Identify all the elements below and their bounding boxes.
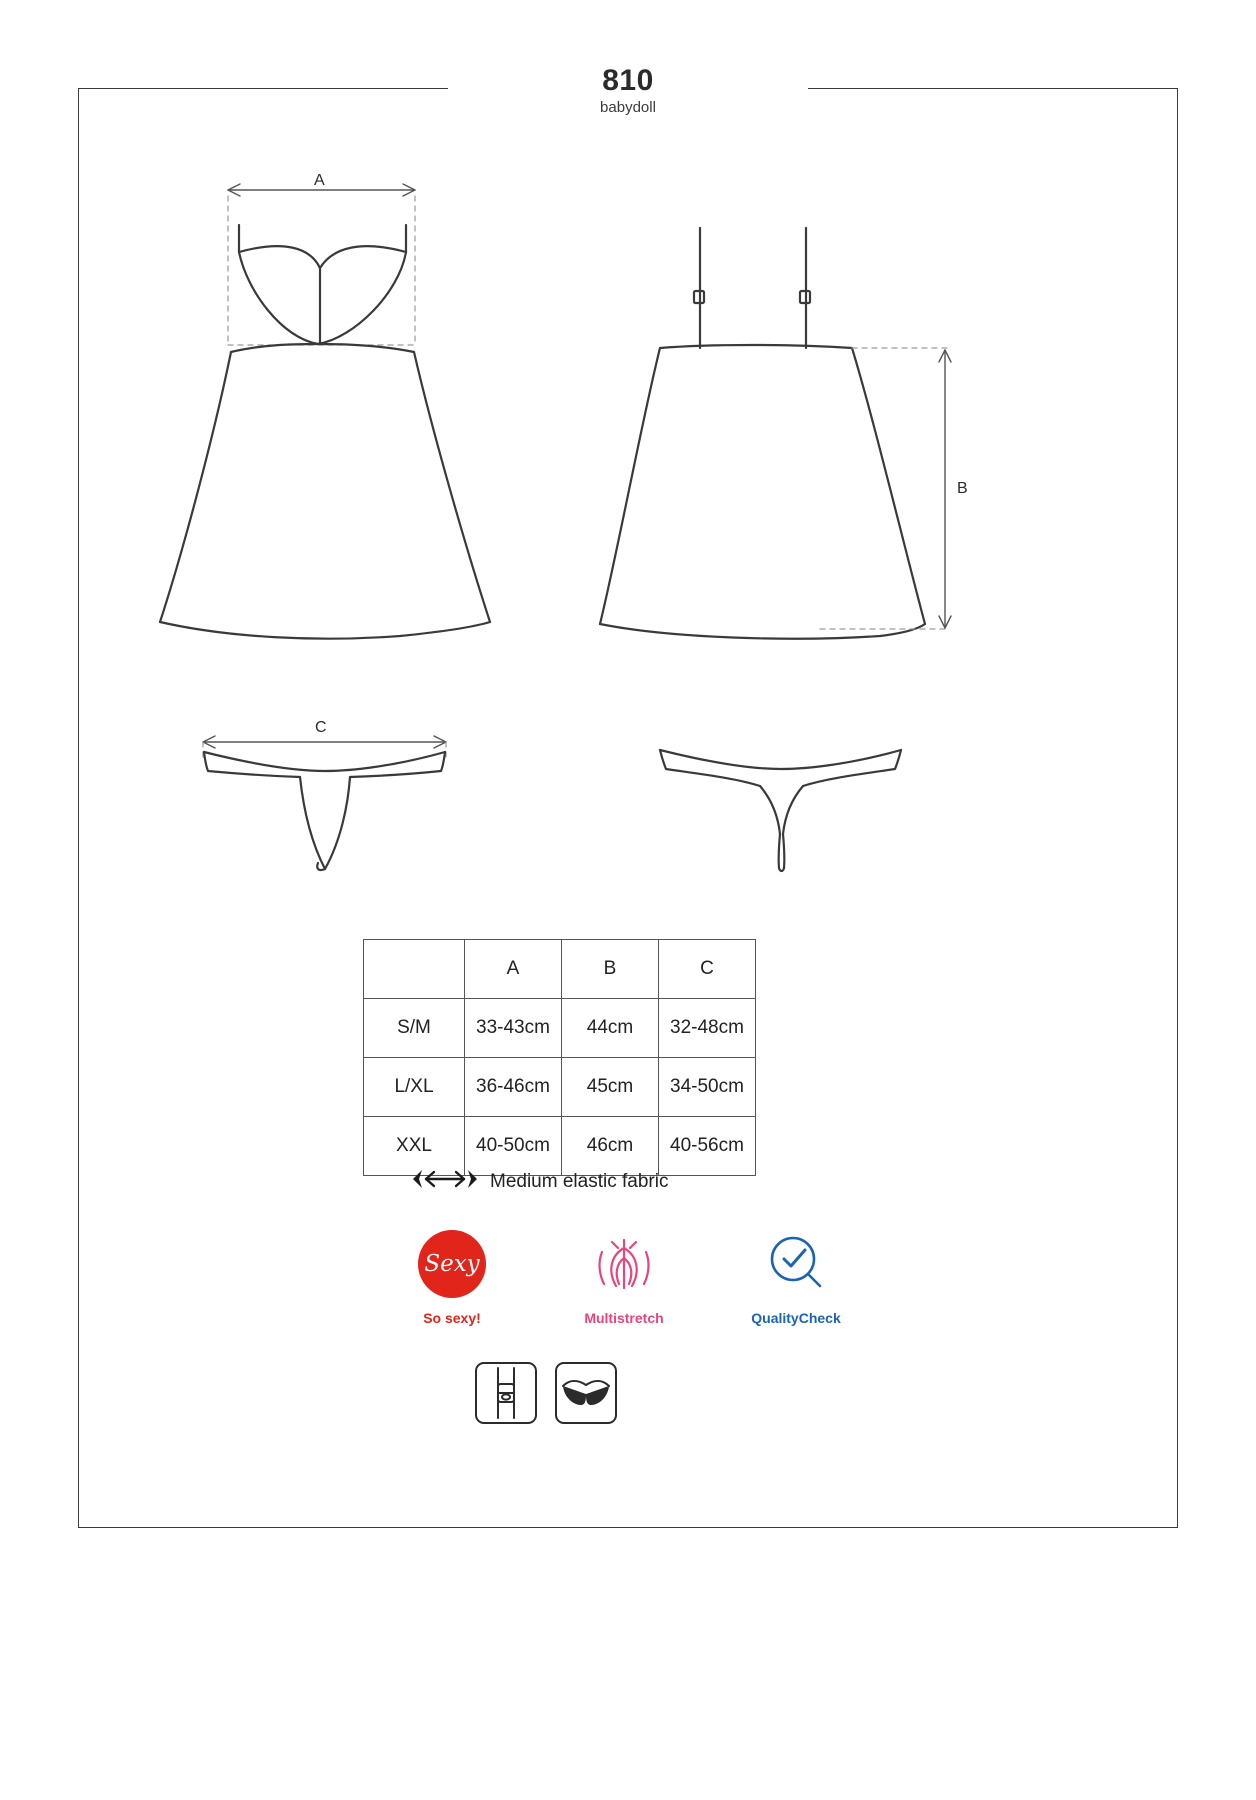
cell-a: 40-50cm <box>465 1117 562 1176</box>
cell-c: 40-56cm <box>659 1117 756 1176</box>
badge-caption-so-sexy: So sexy! <box>423 1310 481 1326</box>
sexy-circle-icon <box>392 1228 512 1300</box>
badge-caption-multistretch: Multistretch <box>584 1310 664 1326</box>
soft-cup-bra-icon <box>555 1362 617 1424</box>
table-header-c: C <box>659 940 756 999</box>
product-code: 810 <box>602 64 654 97</box>
cell-a: 33-43cm <box>465 999 562 1058</box>
table-header-row <box>364 940 756 999</box>
multistretch-icon <box>564 1228 684 1300</box>
qualitycheck-magnifier-icon <box>736 1228 856 1300</box>
feature-icon-boxes <box>475 1362 617 1424</box>
table-row <box>364 999 756 1058</box>
feature-badges <box>392 1228 856 1326</box>
sexy-mark-text: Sexy <box>424 1251 480 1277</box>
fabric-note-text: Medium elastic fabric <box>490 1170 669 1192</box>
table-header-a: A <box>465 940 562 999</box>
dimension-label-b: B <box>957 480 968 497</box>
size-label: S/M <box>364 999 465 1058</box>
cell-b: 44cm <box>562 999 659 1058</box>
badge-multistretch <box>564 1228 684 1326</box>
dimension-label-c: C <box>315 719 327 736</box>
table-row <box>364 1117 756 1176</box>
dimension-label-a: A <box>314 172 325 189</box>
table-row <box>364 1058 756 1117</box>
size-label: XXL <box>364 1117 465 1176</box>
double-arrow-icon <box>410 1168 480 1195</box>
cell-a: 36-46cm <box>465 1058 562 1117</box>
badge-so-sexy <box>392 1228 512 1326</box>
cell-b: 46cm <box>562 1117 659 1176</box>
table-header-b: B <box>562 940 659 999</box>
table-corner-cell <box>364 940 465 999</box>
product-title-block <box>448 64 808 136</box>
badge-caption-qualitycheck: QualityCheck <box>751 1310 841 1326</box>
adjustable-strap-icon <box>475 1362 537 1424</box>
cell-c: 32-48cm <box>659 999 756 1058</box>
badge-qualitycheck <box>736 1228 856 1326</box>
cell-c: 34-50cm <box>659 1058 756 1117</box>
cell-b: 45cm <box>562 1058 659 1117</box>
size-label: L/XL <box>364 1058 465 1117</box>
product-subtitle: babydoll <box>600 99 656 116</box>
size-table <box>363 939 756 1176</box>
fabric-note <box>410 1168 668 1195</box>
